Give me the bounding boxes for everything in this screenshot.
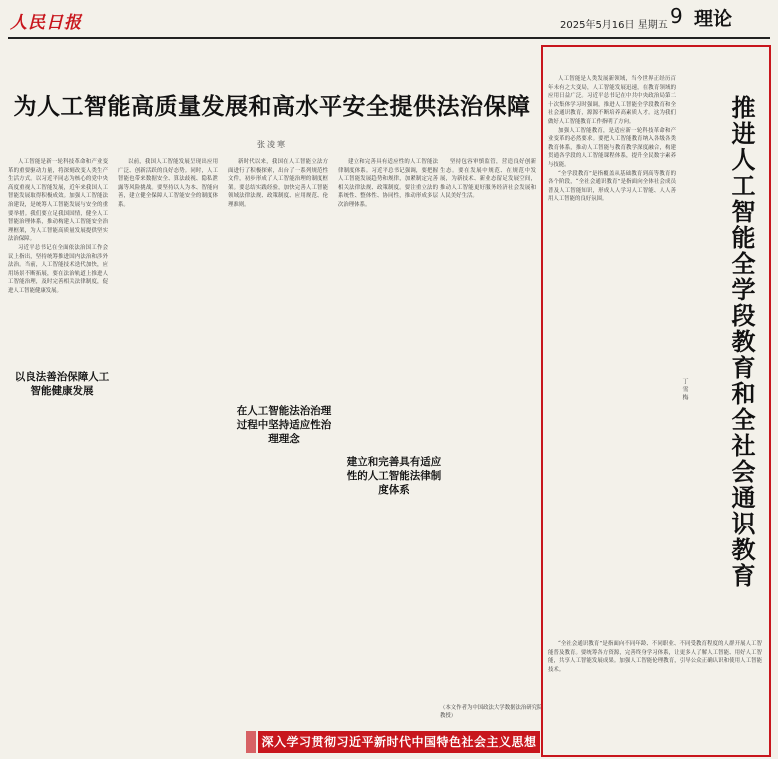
paragraph: “全学段教育”是指覆盖从基础教育到高等教育的各个阶段，“全社会通识教育”是指面向全体社会成员普及人工智能知识，形成人人学习人工智能、人人善用人工智能的良好氛围。: [548, 170, 676, 203]
page-number: 9: [670, 4, 683, 28]
header-rule: [8, 37, 770, 39]
main-byline: 张凌寒: [257, 140, 287, 149]
paragraph: 人工智能是新一轮科技革命和产业变革的重要驱动力量，将深刻改变人类生产生活方式。以习近平同志为核心的党中央高度重视人工智能发展，近年来我国人工智能发展取得积极成效。加强人工智能法治建设，是统筹人工智能发展与安全的重要举措。我们要立足我国国情，健全人工智能治理体系，推动构建人工智能安全治理框架，为人工智能高质量发展提供坚实法治保障。: [8, 159, 108, 243]
main-column-4: [338, 158, 438, 718]
paragraph: 习近平总书记在全面依法治国工作会议上指出，坚持统筹推进国内法治和涉外法治。当前，人工智能技术迭代加快，应用场景不断拓展，要在法治轨道上推进人工智能治理，及时完善相关法律制度，促进人工智能健康发展。: [8, 244, 108, 294]
issue-date: 2025年5月16日 星期五: [560, 20, 668, 31]
main-column-2: [118, 158, 218, 718]
masthead: [0, 0, 778, 42]
paragraph: 加强人工智能教育，是适应新一轮科技革命和产业变革的必然要求。要把人工智能教育纳入各级各类教育体系，推动人工智能与教育教学深度融合，构建贯通各学段的人工智能课程体系，提升全民数字素养与技能。: [548, 127, 676, 168]
newspaper-logo: 人民日报: [10, 13, 82, 33]
sidebar-article-title: 推进人工智能全学段教育和全社会通识教育: [727, 95, 755, 589]
main-column-1: [8, 158, 108, 718]
paragraph: “全社会通识教育”是指面向不同年龄、不同职业、不同受教育程度的人群开展人工智能普及教育。要统筹各方资源，完善终身学习体系，让更多人了解人工智能、用好人工智能，共享人工智能发展成果。加强人工智能伦理教育，引导公众正确认识和使用人工智能技术。: [548, 641, 762, 673]
subhead-2: 在人工智能法治治理过程中坚持适应性治理理念: [236, 405, 332, 445]
subhead-3: 建立和完善具有适应性的人工智能法律制度体系: [346, 456, 442, 496]
paragraph: 人工智能是人类发展新领域，当今世界正经历百年未有之大变局，人工智能发展迅速，在教育领域的应用日益广泛。习近平总书记在中共中央政治局第二十次集体学习时强调，推进人工智能全学段教育和全社会通识教育，源源不断培养高素质人才。这为我们做好人工智能教育工作指明了方向。: [548, 76, 676, 125]
subhead-1: 以良法善治保障人工智能健康发展: [14, 371, 110, 397]
paragraph: 坚持包容审慎监管，营造良好创新生态。要在发展中规范、在规范中发展，为新技术、新业态留足发展空间，推动人工智能更好服务经济社会发展和人民美好生活。: [440, 159, 536, 200]
paragraph: 建立和完善具有适应性的人工智能法律制度体系。习近平总书记强调，要把握人工智能发展趋势和规律，加紧制定完善相关法律法规、政策制度。要注重立法的系统性、整体性、协同性，推动形成多层次治理体系。: [338, 159, 438, 208]
section-name: 理论: [694, 8, 733, 30]
banner-ornament: [246, 731, 256, 753]
sidebar-article-body: [548, 75, 676, 635]
paragraph: 以前，我国人工智能发展呈现出应用广泛、创新活跃的良好态势。同时，人工智能也带来数据安全、算法歧视、隐私泄露等风险挑战。要坚持以人为本、智能向善，建立健全保障人工智能安全的制度体系。: [118, 159, 218, 208]
sidebar-article-author: 丁雪梅: [681, 378, 688, 402]
main-column-5: [440, 158, 536, 718]
sidebar-article-bottom: [548, 640, 762, 752]
author-note: （本文作者为中国政法大学数据法治研究院教授）: [440, 705, 543, 719]
main-headline: 为人工智能高质量发展和高水平安全提供法治保障: [13, 94, 531, 120]
paragraph: 新时代以来，我国在人工智能立法方面进行了积极探索，出台了一系列规范性文件，初步形成了人工智能治理的制度框架。要总结实践经验，加快完善人工智能领域法律法规、政策制度、应用规范、伦理准则。: [228, 159, 328, 208]
bottom-banner: 深入学习贯彻习近平新时代中国特色社会主义思想: [258, 731, 540, 753]
